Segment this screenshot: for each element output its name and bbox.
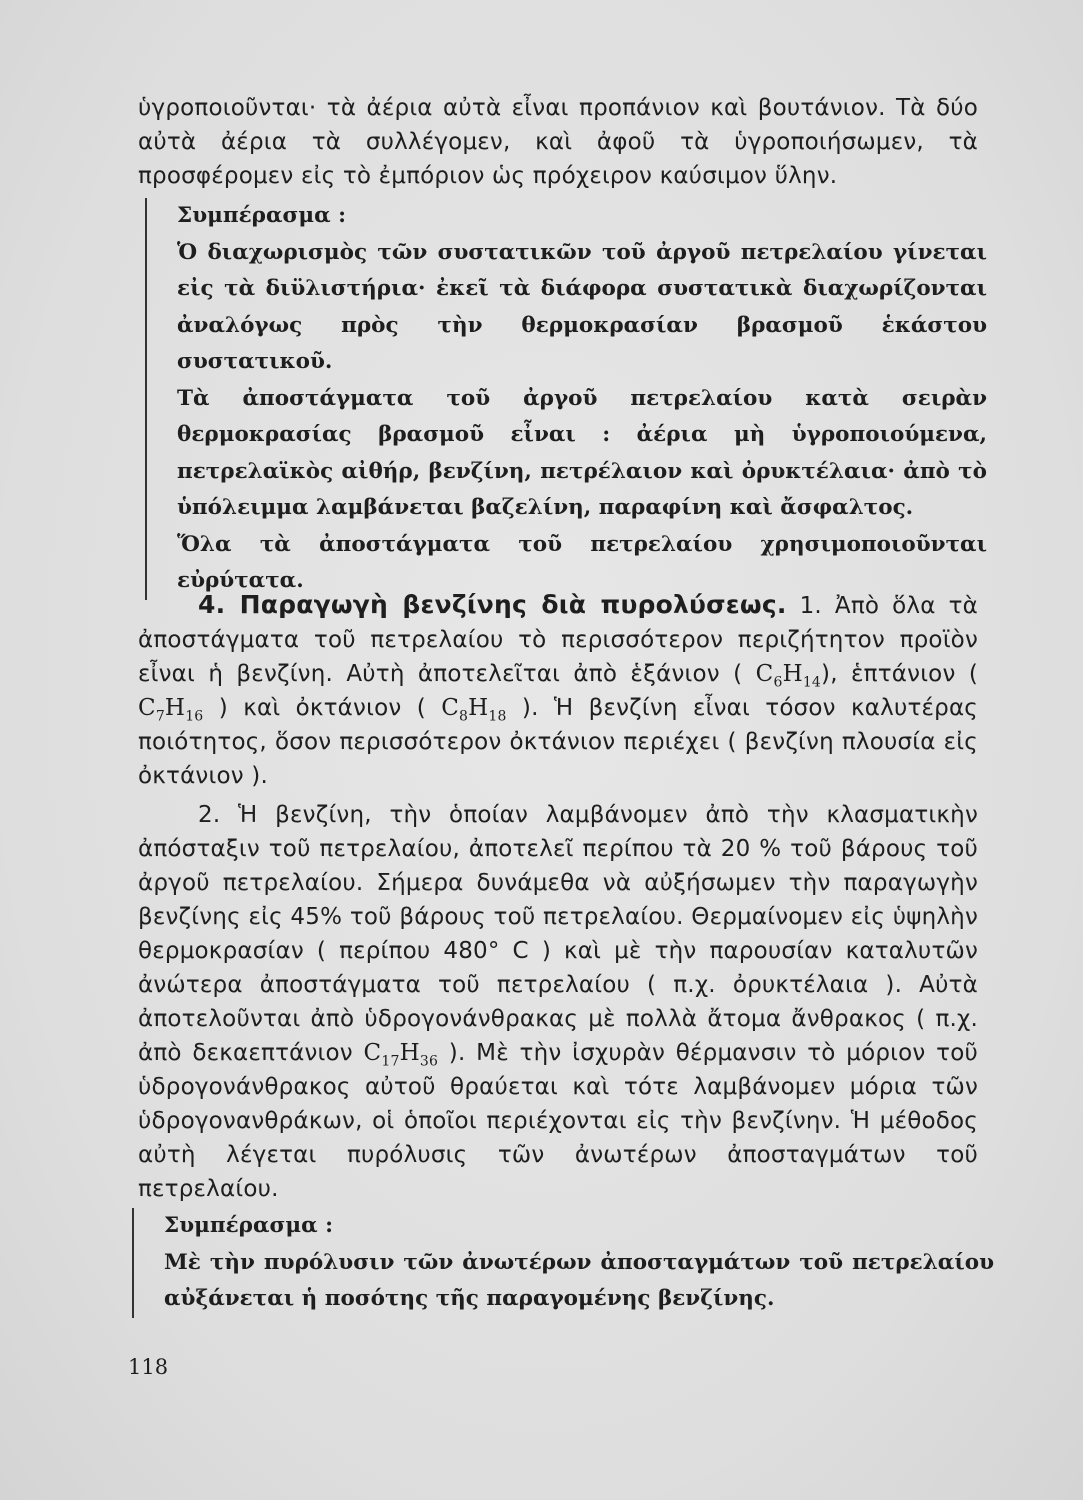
- page-number: 118: [128, 1355, 169, 1379]
- conclusion-paragraph: Ὁ διαχωρισμὸς τῶν συστατικῶν τοῦ ἀργοῦ πετρελαίου γίνεται εἰς τὰ διϋλιστήρια· ἐκεῖ τὰ διάφορα συστατικὰ διαχωρίζονται ἀναλόγως πρὸς τὴν θερμοκρασίαν βρασμοῦ ἑκάστου συστατικοῦ.: [177, 239, 987, 374]
- text-run: ) καὶ ὀκτάνιον (: [218, 695, 426, 721]
- intro-paragraph: ὑγροποιοῦνται· τὰ ἀέρια αὐτὰ εἶναι προπάνιον καὶ βουτάνιον. Τὰ δύο αὐτὰ ἀέρια τὰ συλλέγομεν, καὶ ἀφοῦ τὰ ὑγροποιήσωμεν, τὰ προσφέρομεν εἰς τὸ ἐμπόριον ὡς πρόχειρον καύσιμον ὕλην.: [138, 95, 978, 189]
- section-4-paragraph-2: [138, 798, 978, 1206]
- conclusion-box-2: [132, 1208, 994, 1318]
- formula-hexane: $C_6H_{14}$: [755, 661, 822, 691]
- text-run: ). Μὲ τὴν ἰσχυρὰν θέρμανσιν τὸ μόριον τοῦ ὑδρογονάνθρακος αὐτοῦ θραύεται καὶ τότε λαμβάνομεν μόρια τῶν ὑδρογονανθράκων, οἱ ὁποῖοι περιέχονται εἰς τὴν βενζίνην. Ἡ μέθοδος αὐτὴ λέγεται πυρόλυσις τῶν ἀνωτέρων ἀποσταγμάτων τοῦ πετρελαίου.: [138, 1040, 978, 1202]
- formula-heptane: $C_7H_{16}$: [138, 695, 204, 725]
- text-run: ), ἑπτάνιον (: [821, 661, 978, 687]
- conclusion-paragraph: Ὅλα τὰ ἀποστάγματα τοῦ πετρελαίου χρησιμοποιοῦνται εὐρύτατα.: [177, 531, 987, 593]
- conclusion-paragraph: Μὲ τὴν πυρόλυσιν τῶν ἀνωτέρων ἀποσταγμάτων τοῦ πετρελαίου αὐξάνεται ἡ ποσότης τῆς παραγομένης βενζίνης.: [164, 1249, 994, 1311]
- section-4-paragraph-1: [138, 588, 978, 793]
- conclusion-title: Συμπέρασμα :: [177, 203, 347, 228]
- formula-heptadecane: $C_{17}H_{36}$: [363, 1040, 439, 1070]
- conclusion-title: Συμπέρασμα :: [164, 1213, 334, 1238]
- conclusion-box-1: [145, 198, 987, 600]
- formula-octane: $C_8H_{18}$: [441, 695, 507, 725]
- section-heading: 4. Παραγωγὴ βενζίνης διὰ πυρολύσεως.: [198, 590, 787, 619]
- text-run: 2. Ἡ βενζίνη, τὴν ὁποίαν λαμβάνομεν ἀπὸ τὴν κλασματικὴν ἀπόσταξιν τοῦ πετρελαίου, ἀποτελεῖ περίπου τὰ 20 % τοῦ βάρους τοῦ ἀργοῦ πετρελαίου. Σήμερα δυνάμεθα νὰ αὐξήσωμεν τὴν παραγωγὴν βενζίνης εἰς 45% τοῦ βάρους τοῦ πετρελαίου. Θερμαίνομεν εἰς ὑψηλὴν θερμοκρασίαν ( περίπου 480° C ) καὶ μὲ τὴν παρουσίαν καταλυτῶν ἀνώτερα ἀποστάγματα τοῦ πετρελαίου ( π.χ. ὀρυκτέλαια ). Αὐτὰ ἀποτελοῦνται ἀπὸ ὑδρογονάνθρακας μὲ πολλὰ ἄτομα ἄνθρακος ( π.χ. ἀπὸ δεκαεπτάνιον: [138, 802, 978, 1066]
- text-run: 1. Ἀπὸ ὅλα τὰ ἀποστάγματα τοῦ πετρελαίου τὸ περισσότερον περιζήτητον προϊὸν εἶναι ἡ βενζίνη. Αὐτὴ ἀποτελεῖται ἀπὸ ἑξάνιον (: [138, 593, 978, 687]
- text-run: ). Ἡ βενζίνη εἶναι τόσον καλυτέρας ποιότητος, ὅσον περισσότερον ὀκτάνιον περιέχει ( βενζίνη πλουσία εἰς ὀκτάνιον ).: [138, 695, 979, 789]
- conclusion-paragraph: Τὰ ἀποστάγματα τοῦ ἀργοῦ πετρελαίου κατὰ σειρὰν θερμοκρασίας βρασμοῦ εἶναι : ἀέρια μὴ ὑγροποιούμενα, πετρελαϊκὸς αἰθήρ, βενζίνη, πετρέλαιον καὶ ὀρυκτέλαια· ἀπὸ τὸ ὑπόλειμμα λαμβάνεται βαζελίνη, παραφίνη καὶ ἄσφαλτος.: [177, 385, 987, 520]
